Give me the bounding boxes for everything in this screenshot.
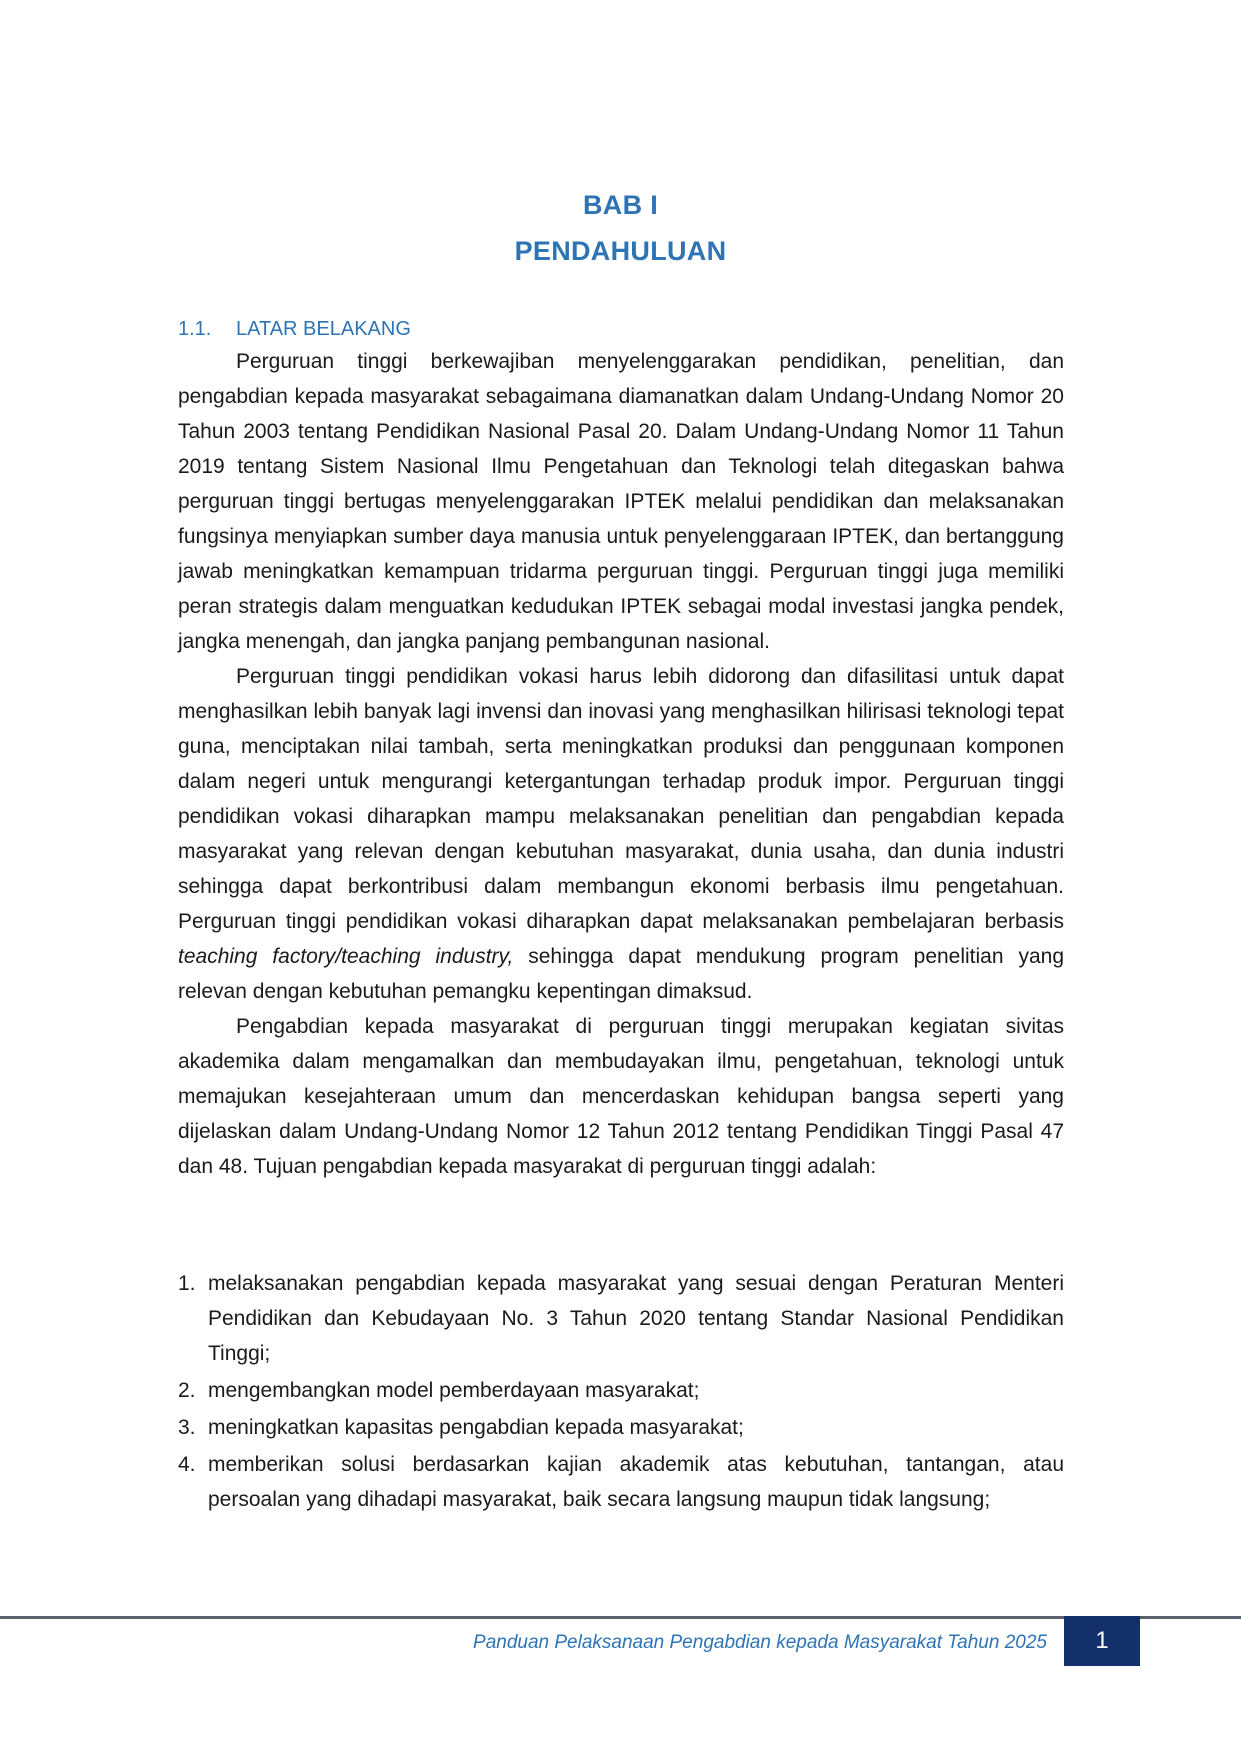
list-item-text: mengembangkan model pemberdayaan masyarakat; bbox=[208, 1379, 700, 1402]
list-item bbox=[178, 1373, 1064, 1408]
section-title: LATAR BELAKANG bbox=[236, 318, 411, 340]
section-heading bbox=[178, 318, 411, 341]
list-item-text: melaksanakan pengabdian kepada masyarakat yang sesuai dengan Peraturan Menteri Pendidikan dan Kebudayaan No. 3 Tahun 2020 tentang Standar Nasional Pendidikan Tinggi; bbox=[208, 1272, 1064, 1365]
list-item bbox=[178, 1447, 1064, 1517]
list-item bbox=[178, 1410, 1064, 1445]
list-item-text: meningkatkan kapasitas pengabdian kepada masyarakat; bbox=[208, 1416, 744, 1439]
body-text bbox=[178, 344, 1064, 1184]
paragraph-1: Perguruan tinggi berkewajiban menyelenggarakan pendidikan, penelitian, dan pengabdian kepada masyarakat sebagaimana diamanatkan dalam Undang-Undang Nomor 20 Tahun 2003 tentang Pendidikan Nasional Pasal 20. Dalam Undang-Undang Nomor 11 Tahun 2019 tentang Sistem Nasional Ilmu Pengetahuan dan Teknologi telah ditegaskan bahwa perguruan tinggi bertugas menyelenggarakan IPTEK melalui pendidikan dan melaksanakan fungsinya menyiapkan sumber daya manusia untuk penyelenggaraan IPTEK, dan bertanggung jawab meningkatkan kemampuan tridarma perguruan tinggi. Perguruan tinggi juga memiliki peran strategis dalam menguatkan kedudukan IPTEK sebagai modal investasi jangka pendek, jangka menengah, dan jangka panjang pembangunan nasional. bbox=[178, 350, 1064, 653]
chapter-title: PENDAHULUAN bbox=[514, 236, 727, 266]
list-item-text: memberikan solusi berdasarkan kajian akademik atas kebutuhan, tantangan, atau persoalan yang dihadapi masyarakat, baik secara langsung maupun tidak langsung; bbox=[208, 1453, 1064, 1511]
list-item bbox=[178, 1266, 1064, 1371]
section-number: 1.1. bbox=[178, 318, 212, 340]
paragraph-2-text-after: sehingga dapat mendukung program penelitian yang relevan dengan kebutuhan pemangku kepentingan dimaksud. bbox=[178, 945, 1064, 1003]
footer-title: Panduan Pelaksanaan Pengabdian kepada Masyarakat Tahun 2025 bbox=[473, 1632, 1047, 1653]
paragraph-2 bbox=[178, 659, 1064, 1009]
paragraph-3: Pengabdian kepada masyarakat di perguruan tinggi merupakan kegiatan sivitas akademika dalam mengamalkan dan membudayakan ilmu, pengetahuan, teknologi untuk memajukan kesejahteraan umum dan mencerdaskan kehidupan bangsa seperti yang dijelaskan dalam Undang-Undang Nomor 12 Tahun 2012 tentang Pendidikan Tinggi Pasal 47 dan 48. Tujuan pengabdian kepada masyarakat di perguruan tinggi adalah: bbox=[178, 1015, 1064, 1178]
list-marker: 2. bbox=[178, 1379, 196, 1402]
list-marker: 4. bbox=[178, 1453, 196, 1476]
footer-divider bbox=[0, 1616, 1241, 1619]
page-number-badge: 1 bbox=[1064, 1616, 1140, 1666]
list-marker: 1. bbox=[178, 1272, 196, 1295]
chapter-number: BAB I bbox=[583, 190, 658, 220]
paragraph-2-text-before: Perguruan tinggi pendidikan vokasi harus lebih didorong dan difasilitasi untuk dapat menghasilkan lebih banyak lagi invensi dan inovasi yang menghasilkan hilirisasi teknologi tepat guna, menciptakan nilai tambah, serta meningkatkan produksi dan penggunaan komponen dalam negeri untuk mengurangi ketergantungan terhadap produk impor. Perguruan tinggi pendidikan vokasi diharapkan mampu melaksanakan penelitian dan pengabdian kepada masyarakat yang relevan dengan kebutuhan masyarakat, dunia usaha, dan dunia industri sehingga dapat berkontribusi dalam membangun ekonomi berbasis ilmu pengetahuan. Perguruan tinggi pendidikan vokasi diharapkan dapat melaksanakan pembelajaran berbasis bbox=[178, 665, 1064, 933]
list-marker: 3. bbox=[178, 1416, 196, 1439]
paragraph-2-italic-term: teaching factory/teaching industry, bbox=[178, 945, 514, 968]
objectives-list bbox=[178, 1266, 1064, 1519]
